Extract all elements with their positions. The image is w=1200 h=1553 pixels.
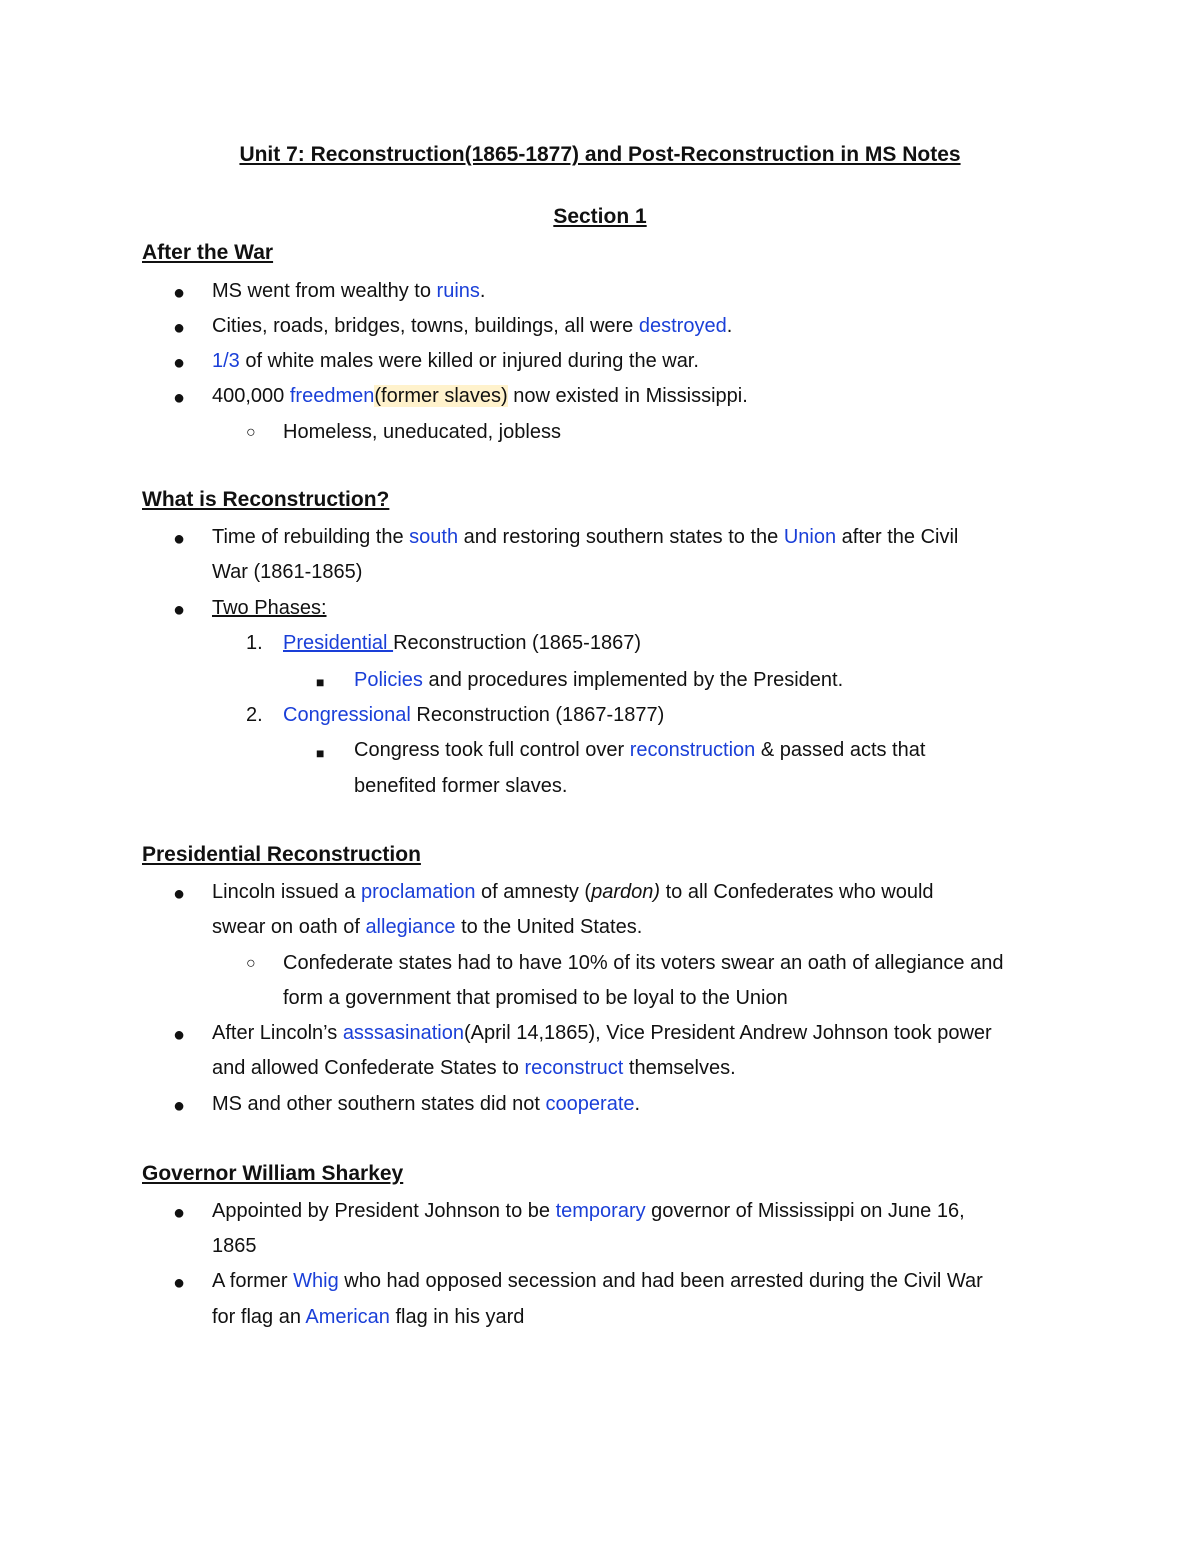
bullet-circle-icon: ○ bbox=[246, 424, 256, 441]
list-item: 1/3 of white males were killed or injured during the war. bbox=[212, 350, 699, 372]
bullet-dot-icon: ● bbox=[173, 1095, 186, 1117]
bullet-dot-icon: ● bbox=[173, 883, 186, 905]
list-item: Policies and procedures implemented by the President. bbox=[354, 669, 844, 691]
list-item-continued: War (1861-1865) bbox=[212, 561, 363, 583]
list-item-continued: benefited former slaves. bbox=[354, 775, 568, 797]
heading-after-the-war: After the War bbox=[142, 241, 274, 264]
list-item: Cities, roads, bridges, towns, buildings, all were destroyed. bbox=[212, 315, 733, 337]
list-item: Lincoln issued a proclamation of amnesty (pardon) to all Confederates who would bbox=[212, 881, 934, 903]
bullet-dot-icon: ● bbox=[173, 599, 186, 621]
heading-presidential-reconstruction: Presidential Reconstruction bbox=[142, 843, 421, 866]
bullet-circle-icon: ○ bbox=[246, 955, 256, 972]
list-number: 2. bbox=[246, 704, 263, 726]
list-item-continued: 1865 bbox=[212, 1235, 257, 1257]
list-item: Congressional Reconstruction (1867-1877) bbox=[283, 704, 665, 726]
list-item: Appointed by President Johnson to be temporary governor of Mississippi on June 16, bbox=[212, 1200, 965, 1222]
list-item: Presidential Reconstruction (1865-1867) bbox=[283, 632, 641, 654]
bullet-square-icon: ■ bbox=[316, 745, 325, 761]
list-item: 400,000 freedmen(former slaves) now existed in Mississippi. bbox=[212, 385, 748, 407]
list-item-continued: swear on oath of allegiance to the United States. bbox=[212, 916, 643, 938]
list-item: Confederate states had to have 10% of its voters swear an oath of allegiance and bbox=[283, 952, 1004, 974]
list-item-continued: form a government that promised to be loyal to the Union bbox=[283, 987, 788, 1009]
list-item: Time of rebuilding the south and restoring southern states to the Union after the Civil bbox=[212, 526, 959, 548]
list-item: After Lincoln’s asssasination(April 14,1865), Vice President Andrew Johnson took power bbox=[212, 1022, 992, 1044]
list-item: A former Whig who had opposed secession and had been arrested during the Civil War bbox=[212, 1270, 983, 1292]
bullet-dot-icon: ● bbox=[173, 352, 186, 374]
document-title: Unit 7: Reconstruction(1865-1877) and Post-Reconstruction in MS Notes bbox=[239, 143, 961, 166]
list-item: Congress took full control over reconstruction & passed acts that bbox=[354, 739, 926, 761]
bullet-dot-icon: ● bbox=[173, 387, 186, 409]
list-number: 1. bbox=[246, 632, 263, 654]
list-item: MS went from wealthy to ruins. bbox=[212, 280, 486, 302]
list-item: MS and other southern states did not cooperate. bbox=[212, 1093, 641, 1115]
bullet-dot-icon: ● bbox=[173, 1272, 186, 1294]
list-item-continued: for flag an American flag in his yard bbox=[212, 1306, 525, 1328]
heading-what-is-reconstruction: What is Reconstruction? bbox=[142, 488, 390, 511]
bullet-dot-icon: ● bbox=[173, 1202, 186, 1224]
list-item: Two Phases: bbox=[212, 597, 327, 619]
bullet-dot-icon: ● bbox=[173, 317, 186, 339]
highlighted-text: (former slaves) bbox=[374, 385, 508, 407]
bullet-dot-icon: ● bbox=[173, 282, 186, 304]
bullet-dot-icon: ● bbox=[173, 1024, 186, 1046]
list-item: Homeless, uneducated, jobless bbox=[283, 421, 561, 443]
bullet-dot-icon: ● bbox=[173, 528, 186, 550]
heading-governor-william-sharkey: Governor William Sharkey bbox=[142, 1162, 404, 1185]
list-item-continued: and allowed Confederate States to reconstruct themselves. bbox=[212, 1057, 736, 1079]
bullet-square-icon: ■ bbox=[316, 674, 325, 690]
section-label: Section 1 bbox=[553, 205, 647, 228]
